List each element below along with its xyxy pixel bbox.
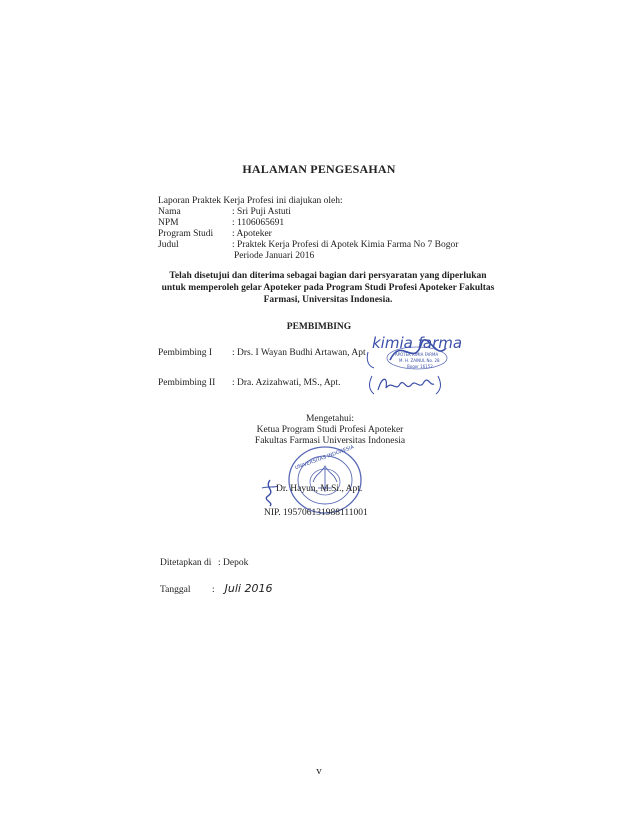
date-row	[160, 582, 272, 595]
field-row-npm	[158, 218, 284, 229]
field-label: Program Studi	[158, 229, 214, 239]
place-label: Ditetapkan di	[160, 558, 212, 568]
svg-text:APOTEK KIMIA FARMA: APOTEK KIMIA FARMA	[395, 352, 439, 357]
university-seal-stamp	[285, 444, 365, 516]
field-value: : 1106065691	[232, 218, 285, 228]
supervisor-name: : Drs. I Wayan Budhi Artawan, Apt	[232, 348, 366, 358]
date-value-handwritten: Juli 2016	[224, 582, 273, 595]
page-title: HALAMAN PENGESAHAN	[242, 162, 396, 176]
mengetahui-label: Mengetahui:	[305, 414, 354, 424]
place-row	[160, 558, 248, 568]
supervisor-row-2	[158, 378, 340, 388]
field-value: : Praktek Kerja Profesi di Apotek Kimia Farma No 7 Bogor	[232, 240, 459, 250]
field-value: : Sri Puji Astuti	[232, 207, 291, 217]
field-row-judul	[158, 240, 458, 251]
field-label: NPM	[158, 218, 179, 228]
supervisor-label: Pembimbing I	[158, 348, 213, 358]
ketua-name: Dr. Hayun, M.Si., Apt.	[276, 484, 363, 494]
field-label: Nama	[158, 207, 181, 217]
judul-continuation: Periode Januari 2016	[234, 251, 315, 261]
svg-text:M. H. ZAINUL No. 28: M. H. ZAINUL No. 28	[399, 358, 440, 363]
field-label: Judul	[158, 240, 179, 250]
svg-text:Bogor 16152: Bogor 16152	[407, 364, 433, 369]
date-label: Tanggal	[160, 585, 191, 595]
signature-pembimbing-2	[366, 370, 446, 398]
pembimbing-heading: PEMBIMBING	[286, 322, 352, 332]
place-value: : Depok	[218, 558, 249, 568]
field-row-program-studi	[158, 229, 272, 240]
field-row-nama	[158, 207, 291, 218]
approval-statement: Telah disetujui dan diterima sebagai bagian dari persyaratan yang diperlukan untuk memperoleh gelar Apoteker pada Program Studi Profesi Apoteker Fakultas Farmasi, Universitas Indonesia.	[161, 271, 495, 305]
supervisor-label: Pembimbing II	[158, 378, 216, 388]
ketua-title-line1: Ketua Program Studi Profesi Apoteker	[256, 425, 404, 435]
supervisor-name: : Dra. Azizahwati, MS., Apt.	[232, 378, 341, 388]
page-number: v	[316, 765, 322, 777]
intro-text: Laporan Praktek Kerja Profesi ini diajukan oleh:	[158, 196, 343, 206]
supervisor-row-1	[158, 348, 366, 358]
svg-text:kimia farma: kimia farma	[372, 334, 463, 352]
date-separator: :	[212, 585, 215, 595]
ketua-nip: NIP. 195706131988111001	[264, 508, 368, 518]
svg-text:UNIVERSITAS INDONESIA: UNIVERSITAS INDONESIA	[294, 444, 355, 472]
ketua-title-line2: Fakultas Farmasi Universitas Indonesia	[254, 436, 406, 446]
field-value: : Apoteker	[232, 229, 272, 239]
